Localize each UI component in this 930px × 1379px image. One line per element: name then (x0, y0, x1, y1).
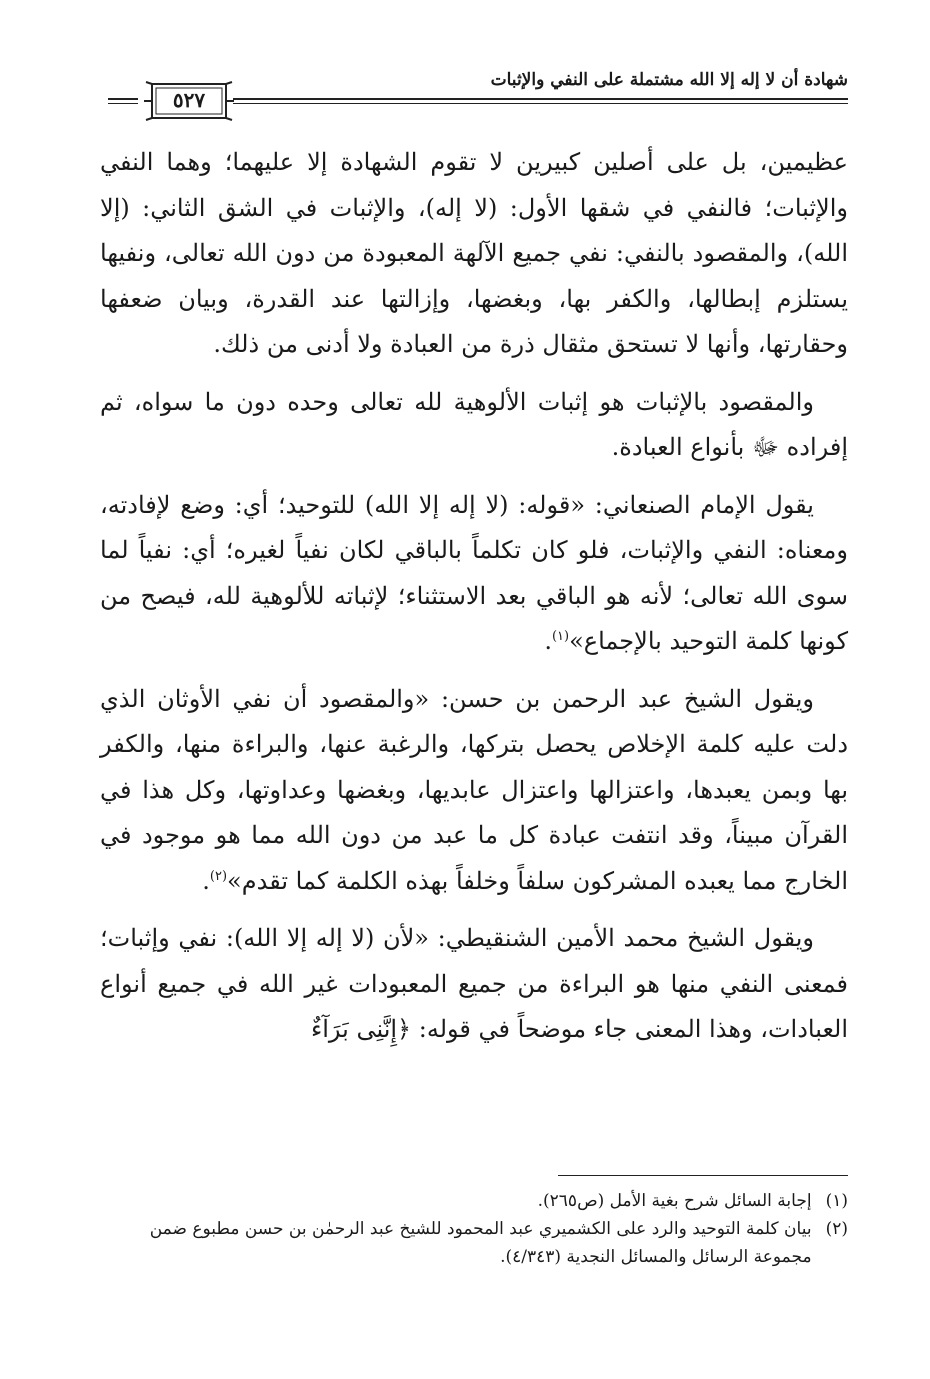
footnote-item (100, 1187, 848, 1215)
footnotes (100, 1187, 848, 1271)
footnote-ref: (١) (551, 629, 570, 644)
main-text (100, 140, 848, 1065)
paragraph-text: ويقول الشيخ محمد الأمين الشنقيطي: «لأن (لا إله إلا الله): نفي وإثبات؛ فمعنى النفي منها هو البراءة من جميع المعبودات غير الله في جميع أنواع العبادات، وهذا المعنى جاء موضحاً في قوله: ﴿إِنَّنِى بَرَآءٌ (100, 924, 848, 1043)
paragraph-4: ويقول الشيخ عبد الرحمن بن حسن: «والمقصود أن نفي الأوثان الذي دلت عليه كلمة الإخلاص يحصل بتركها، والرغبة عنها، والبراءة منها، والكفر بها وبمن يعبدها، واعتزالها واعتزال عابديها، وبغضها وعداوتها، وكل هذا في القرآن مبيناً، وقد انتفت عبادة كل ما عبد من دون الله مما هو موجود في الخارج مما يعبده المشركون سلفاً وخلفاً بهذه الكلمة كما تقدم»$^{(٢)}$. (100, 684, 848, 895)
paragraph-text: ويقول الشيخ عبد الرحمن بن حسن: «والمقصود أن نفي الأوثان الذي دلت عليه كلمة الإخلاص يحصل بتركها، والرغبة عنها، والبراءة منها، والكفر بها وبمن يعبدها، واعتزالها واعتزال عابديها، وبغضها وعداوتها، وكل هذا في القرآن مبيناً، وقد انتفت عبادة كل ما عبد من دون الله مما هو موجود في الخارج مما يعبده المشركون سلفاً وخلفاً بهذه الكلمة كما تقدم» (100, 684, 848, 895)
header-rule (233, 98, 848, 104)
running-title: شهادة أن لا إله إلا الله مشتملة على النفي والإثبات (490, 70, 848, 90)
footnote-number: (٢) (825, 1219, 848, 1239)
paragraph-3: يقول الإمام الصنعاني: «قوله: (لا إله إلا الله) للتوحيد؛ أي: وضع لإفادته، ومعناه: النفي والإثبات، فلو كان تكلماً بالباقي لكان نفياً لغيره؛ أي: نفياً لما سوى الله تعالى؛ لأنه هو الباقي بعد الاستثناء؛ لإثباته للألوهية لله، فيصح من كونها كلمة التوحيد بالإجماع»$^{(١)}$. (100, 490, 848, 655)
footnote-separator (558, 1175, 848, 1176)
paragraph-text: عظيمين، بل على أصلين كبيرين لا تقوم الشهادة إلا عليهما؛ وهما النفي والإثبات؛ فالنفي في شقها الأول: (لا إله)، والإثبات في الشق الثاني: (إلا الله)، والمقصود بالنفي: نفي جميع الآلهة المعبودة من دون الله تعالى، ونفيها يستلزم إبطالها، والكفر بها، وبغضها، وإزالتها عند القدرة، وبيان ضعفها وحقارتها، وأنها لا تستحق مثقال ذرة من العبادة ولا أدنى من ذلك. (100, 148, 848, 358)
page-number-frame (144, 78, 234, 124)
paragraph-text: يقول الإمام الصنعاني: «قوله: (لا إله إلا الله) للتوحيد؛ أي: وضع لإفادته، ومعناه: النفي والإثبات، فلو كان تكلماً بالباقي لكان نفياً لغيره؛ أي: نفياً لما سوى الله تعالى؛ لأنه هو الباقي بعد الاستثناء؛ لإثباته للألوهية لله، فيصح من كونها كلمة التوحيد بالإجماع» (100, 490, 848, 655)
footnote-number: (١) (825, 1191, 848, 1211)
header-rule-left (108, 98, 138, 104)
footnote-ref: (٢) (209, 868, 228, 884)
footnote-text: إجابة السائل شرح بغية الأمل (ص٢٦٥). (537, 1191, 812, 1211)
footnote-item (100, 1215, 848, 1271)
paragraph-5 (100, 916, 848, 1053)
paragraph-2 (100, 380, 848, 471)
footnote-text: بيان كلمة التوحيد والرد على الكشميري عبد المحمود للشيخ عبد الرحمٰن بن حسن مطبوع ضمن مجموعة الرسائل والمسائل النجدية (٤/٣٤٣). (149, 1219, 812, 1267)
page-header (108, 70, 848, 130)
paragraph-1 (100, 140, 848, 368)
page-number: ٥٢٧ (172, 88, 206, 112)
paragraph-text: والمقصود بالإثبات هو إثبات الألوهية لله تعالى وحده دون ما سواه، ثم إفراده ﷻ بأنواع العبادة. (100, 387, 848, 461)
